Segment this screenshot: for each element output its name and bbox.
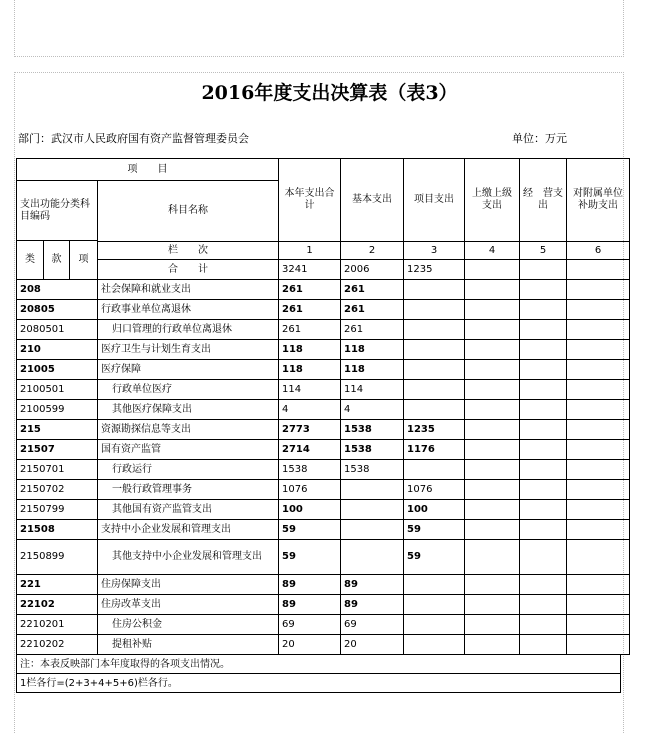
row-upper (465, 595, 520, 615)
row-code: 208 (17, 280, 98, 300)
table-row (17, 575, 630, 595)
table-row (17, 615, 630, 635)
row-code: 2150799 (17, 500, 98, 520)
row-business (520, 595, 567, 615)
table-row (17, 300, 630, 320)
row-basic (341, 500, 404, 520)
row-project (404, 615, 465, 635)
lei-header: 类 (17, 241, 44, 280)
row-code: 2210202 (17, 635, 98, 655)
row-business (520, 480, 567, 500)
row-subject-name: 支持中小企业发展和管理支出 (98, 520, 279, 540)
row-upper (465, 300, 520, 320)
row-subject-name: 提租补贴 (98, 635, 279, 655)
row-subsidy (567, 615, 630, 635)
row-subsidy (567, 480, 630, 500)
row-subsidy (567, 520, 630, 540)
row-subsidy (567, 595, 630, 615)
row-subject-name: 其他医疗保障支出 (98, 400, 279, 420)
col-num-4: 4 (465, 242, 520, 260)
row-subsidy (567, 300, 630, 320)
table-row (17, 320, 630, 340)
upper-cell (465, 260, 520, 280)
row-upper (465, 540, 520, 575)
row-subject-name: 其他支持中小企业发展和管理支出 (98, 540, 279, 575)
table-row (17, 280, 630, 300)
row-project: 59 (404, 540, 465, 575)
row-business (520, 635, 567, 655)
row-business (520, 460, 567, 480)
row-subsidy (567, 380, 630, 400)
row-basic: 1538 (341, 420, 404, 440)
table-row (17, 360, 630, 380)
row-subsidy (567, 500, 630, 520)
row-business (520, 500, 567, 520)
row-upper (465, 480, 520, 500)
row-subject-name: 资源勘探信息等支出 (98, 420, 279, 440)
row-code: 215 (17, 420, 98, 440)
row-total: 114 (279, 380, 341, 400)
row-code: 2150701 (17, 460, 98, 480)
row-subsidy (567, 635, 630, 655)
table-row (17, 440, 630, 460)
row-project: 1076 (404, 480, 465, 500)
row-business (520, 520, 567, 540)
row-project (404, 380, 465, 400)
row-subsidy (567, 320, 630, 340)
row-total: 59 (279, 540, 341, 575)
row-subsidy (567, 280, 630, 300)
row-subject-name: 国有资产监管 (98, 440, 279, 460)
subsidy-cell (567, 260, 630, 280)
row-basic: 261 (341, 280, 404, 300)
xiang-header: 项 (70, 241, 98, 280)
row-upper (465, 280, 520, 300)
row-subsidy (567, 420, 630, 440)
row-subject-name: 住房公积金 (98, 615, 279, 635)
row-code: 21507 (17, 440, 98, 460)
row-subsidy (567, 460, 630, 480)
row-basic: 89 (341, 575, 404, 595)
row-code: 2150702 (17, 480, 98, 500)
table-note-1: 注：本表反映部门本年度取得的各项支出情况。 (16, 655, 621, 674)
project-header: 项 目 (17, 159, 279, 181)
business-cell (520, 260, 567, 280)
table-row (17, 500, 630, 520)
row-total: 100 (279, 500, 341, 520)
row-business (520, 280, 567, 300)
row-basic: 118 (341, 360, 404, 380)
col-num-2: 2 (341, 242, 404, 260)
table-row (17, 340, 630, 360)
row-basic: 114 (341, 380, 404, 400)
row-subsidy (567, 340, 630, 360)
func-code-header: 支出功能分类科目编码 (17, 181, 98, 241)
row-code: 210 (17, 340, 98, 360)
row-code: 22102 (17, 595, 98, 615)
row-code: 21005 (17, 360, 98, 380)
row-basic (341, 540, 404, 575)
row-code: 2150899 (17, 540, 98, 575)
row-basic: 261 (341, 320, 404, 340)
row-code: 2100599 (17, 400, 98, 420)
row-upper (465, 340, 520, 360)
row-upper (465, 380, 520, 400)
row-business (520, 360, 567, 380)
row-project: 59 (404, 520, 465, 540)
row-total: 2714 (279, 440, 341, 460)
row-basic (341, 520, 404, 540)
row-subject-name: 行政事业单位离退休 (98, 300, 279, 320)
kuan-header: 款 (44, 241, 70, 280)
row-project: 1235 (404, 420, 465, 440)
table-row (17, 400, 630, 420)
row-basic: 20 (341, 635, 404, 655)
table-row (17, 520, 630, 540)
row-upper (465, 440, 520, 460)
subject-name-header: 科目名称 (98, 181, 279, 242)
row-subject-name: 医疗保障 (98, 360, 279, 380)
row-upper (465, 520, 520, 540)
row-basic: 1538 (341, 440, 404, 460)
row-project (404, 595, 465, 615)
row-subject-name: 其他国有资产监管支出 (98, 500, 279, 520)
row-total: 1538 (279, 460, 341, 480)
row-subsidy (567, 540, 630, 575)
row-upper (465, 615, 520, 635)
col-business-header: 经 营支出 (520, 159, 567, 242)
row-basic: 89 (341, 595, 404, 615)
heji-label: 合 计 (98, 260, 279, 280)
col-num-5: 5 (520, 242, 567, 260)
row-business (520, 615, 567, 635)
row-upper (465, 635, 520, 655)
row-subject-name: 一般行政管理事务 (98, 480, 279, 500)
lanci-label: 栏 次 (98, 242, 279, 260)
row-project (404, 400, 465, 420)
row-code: 2080501 (17, 320, 98, 340)
row-project (404, 360, 465, 380)
col-total-header: 本年支出合计 (279, 159, 341, 242)
basic-cell: 2006 (341, 260, 404, 280)
row-total: 20 (279, 635, 341, 655)
row-code: 20805 (17, 300, 98, 320)
table-row (17, 595, 630, 615)
table-row (17, 635, 630, 655)
row-total: 2773 (279, 420, 341, 440)
row-total: 89 (279, 575, 341, 595)
row-subject-name: 归口管理的行政单位离退休 (98, 320, 279, 340)
col-upper-header: 上缴上级支出 (465, 159, 520, 242)
row-upper (465, 360, 520, 380)
table-row (17, 380, 630, 400)
row-total: 59 (279, 520, 341, 540)
row-project (404, 320, 465, 340)
row-business (520, 440, 567, 460)
table-row (17, 460, 630, 480)
table-row (17, 420, 630, 440)
col-num-1: 1 (279, 242, 341, 260)
row-total: 69 (279, 615, 341, 635)
row-business (520, 340, 567, 360)
department-label: 部门：武汉市人民政府国有资产监督管理委员会 (18, 132, 249, 145)
previous-page-edge (14, 0, 624, 57)
row-total: 118 (279, 340, 341, 360)
row-code: 221 (17, 575, 98, 595)
table-row (17, 540, 630, 575)
col-num-3: 3 (404, 242, 465, 260)
row-upper (465, 420, 520, 440)
page-title: 2016年度支出决算表（表3） (201, 82, 458, 104)
row-subject-name: 住房改革支出 (98, 595, 279, 615)
col-project-header: 项目支出 (404, 159, 465, 242)
row-code: 21508 (17, 520, 98, 540)
row-business (520, 380, 567, 400)
row-subject-name: 社会保障和就业支出 (98, 280, 279, 300)
row-business (520, 320, 567, 340)
row-total: 89 (279, 595, 341, 615)
row-basic: 261 (341, 300, 404, 320)
row-code: 2210201 (17, 615, 98, 635)
row-total: 261 (279, 320, 341, 340)
row-project (404, 340, 465, 360)
table-note-2: 1栏各行=(2+3+4+5+6)栏各行。 (16, 674, 621, 693)
expenditure-table (16, 158, 630, 655)
row-basic (341, 480, 404, 500)
total-cell: 3241 (279, 260, 341, 280)
row-business (520, 420, 567, 440)
row-subject-name: 行政运行 (98, 460, 279, 480)
row-subject-name: 行政单位医疗 (98, 380, 279, 400)
table-row (17, 480, 630, 500)
row-project (404, 575, 465, 595)
row-total: 1076 (279, 480, 341, 500)
unit-label: 单位：万元 (512, 132, 567, 145)
row-basic: 1538 (341, 460, 404, 480)
row-subject-name: 医疗卫生与计划生育支出 (98, 340, 279, 360)
row-project: 1176 (404, 440, 465, 460)
row-total: 4 (279, 400, 341, 420)
row-subject-name: 住房保障支出 (98, 575, 279, 595)
col-num-6: 6 (567, 242, 630, 260)
row-project (404, 460, 465, 480)
project-cell: 1235 (404, 260, 465, 280)
row-upper (465, 460, 520, 480)
row-business (520, 400, 567, 420)
row-code: 2100501 (17, 380, 98, 400)
row-subsidy (567, 440, 630, 460)
row-total: 118 (279, 360, 341, 380)
row-project (404, 300, 465, 320)
row-subsidy (567, 360, 630, 380)
row-basic: 69 (341, 615, 404, 635)
row-business (520, 540, 567, 575)
row-upper (465, 575, 520, 595)
row-project: 100 (404, 500, 465, 520)
row-subsidy (567, 575, 630, 595)
row-upper (465, 320, 520, 340)
row-subsidy (567, 400, 630, 420)
row-upper (465, 400, 520, 420)
row-upper (465, 500, 520, 520)
col-basic-header: 基本支出 (341, 159, 404, 242)
row-business (520, 575, 567, 595)
row-business (520, 300, 567, 320)
col-subsidy-header: 对附属单位补助支出 (567, 159, 630, 242)
row-basic: 4 (341, 400, 404, 420)
row-project (404, 635, 465, 655)
row-total: 261 (279, 280, 341, 300)
row-basic: 118 (341, 340, 404, 360)
row-project (404, 280, 465, 300)
row-total: 261 (279, 300, 341, 320)
